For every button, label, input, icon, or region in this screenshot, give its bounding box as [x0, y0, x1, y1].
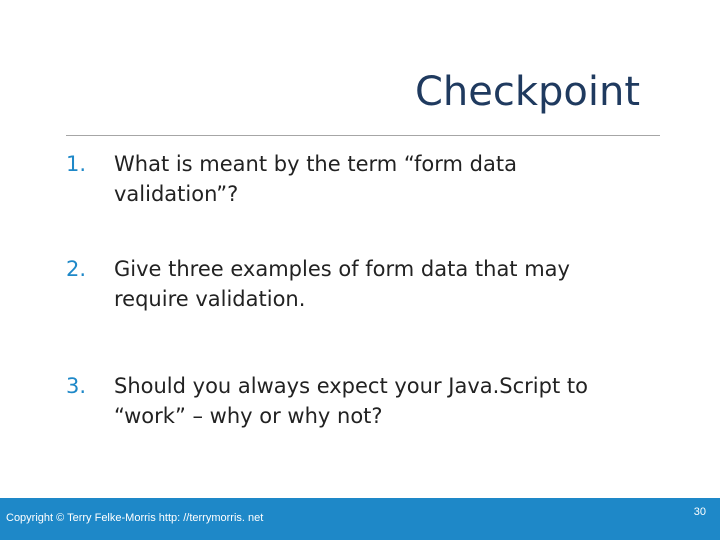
footer-copyright: Copyright © Terry Felke-Morris http: //terrymorris. net [6, 512, 264, 524]
page-number: 30 [693, 506, 706, 518]
list-item-number: 2. [66, 257, 87, 281]
list-item-number: 3. [66, 374, 87, 398]
slide-title: Checkpoint [414, 69, 640, 115]
list-item-number: 1. [66, 152, 87, 176]
footer-bar [0, 498, 720, 540]
title-divider [66, 135, 660, 136]
list-item-text: Give three examples of form data that may require validation. [114, 257, 570, 311]
list-item-text: What is meant by the term “form data validation”? [114, 152, 517, 206]
list-item-text: Should you always expect your Java.Script to “work” – why or why not? [114, 374, 588, 428]
